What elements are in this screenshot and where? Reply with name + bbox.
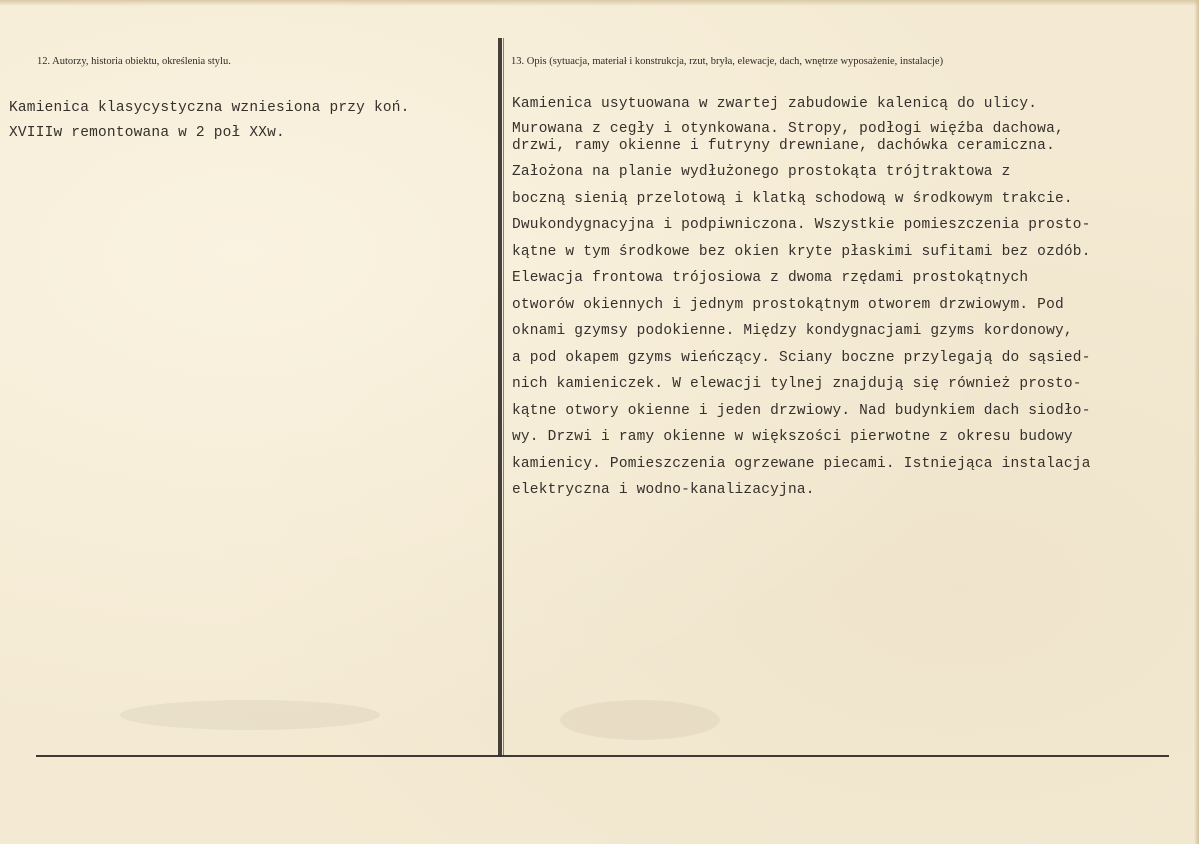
- field-13-line: kątne otwory okienne i jeden drzwiowy. Nad budynkiem dach siodło-: [512, 403, 1091, 419]
- paper-edge-top: [0, 0, 1199, 6]
- field-13-line: elektryczna i wodno-kanalizacyjna.: [512, 482, 815, 498]
- field-13-line: nich kamieniczek. W elewacji tylnej znajdują się również prosto-: [512, 376, 1082, 392]
- field-13-line: wy. Drzwi i ramy okienne w większości pierwotne z okresu budowy: [512, 429, 1073, 445]
- bottom-rule: [36, 755, 1169, 757]
- column-divider-secondary: [503, 38, 504, 756]
- paper-stain: [560, 700, 720, 740]
- field-13-line: Elewacja frontowa trójosiowa z dwoma rzędami prostokątnych: [512, 270, 1029, 286]
- field-13-line: a pod okapem gzyms wieńczący. Sciany boczne przylegają do sąsied-: [512, 350, 1091, 366]
- field-12-label: 12. Autorzy, historia obiektu, określenia stylu.: [37, 56, 231, 67]
- field-13-line: kamienicy. Pomieszczenia ogrzewane piecami. Istniejąca instalacja: [512, 456, 1091, 472]
- paper-edge-right: [1194, 0, 1199, 844]
- field-13-line: otworów okiennych i jednym prostokątnym otworem drzwiowym. Pod: [512, 297, 1064, 313]
- field-13-label: 13. Opis (sytuacja, materiał i konstrukcja, rzut, bryła, elewacje, dach, wnętrze wyposażenie, instalacje): [511, 56, 944, 67]
- field-13-line: Założona na planie wydłużonego prostokąta trójtraktowa z: [512, 164, 1011, 180]
- paper-stain: [120, 700, 380, 730]
- field-13-line: drzwi, ramy okienne i futryny drewniane, dachówka ceramiczna.: [512, 138, 1055, 154]
- column-divider: [498, 38, 502, 756]
- field-13-line: boczną sienią przelotową i klatką schodową w środkowym trakcie.: [512, 191, 1073, 207]
- field-13-line: Dwukondygnacyjna i podpiwniczona. Wszystkie pomieszczenia prosto-: [512, 217, 1091, 233]
- field-13-line: kątne w tym środkowe bez okien kryte płaskimi sufitami bez ozdób.: [512, 244, 1091, 260]
- field-13-line: Murowana z cegły i otynkowana. Stropy, podłogi więźba dachowa,: [512, 121, 1064, 137]
- field-13-line: Kamienica usytuowana w zwartej zabudowie kalenicą do ulicy.: [512, 96, 1038, 112]
- field-13-line: oknami gzymsy podokienne. Między kondygnacjami gzyms kordonowy,: [512, 323, 1073, 339]
- field-12-content: [9, 96, 410, 146]
- field-12-line: Kamienica klasycystyczna wzniesiona przy koń.: [9, 100, 410, 116]
- field-12-line: XVIIIw remontowana w 2 poł XXw.: [9, 125, 285, 141]
